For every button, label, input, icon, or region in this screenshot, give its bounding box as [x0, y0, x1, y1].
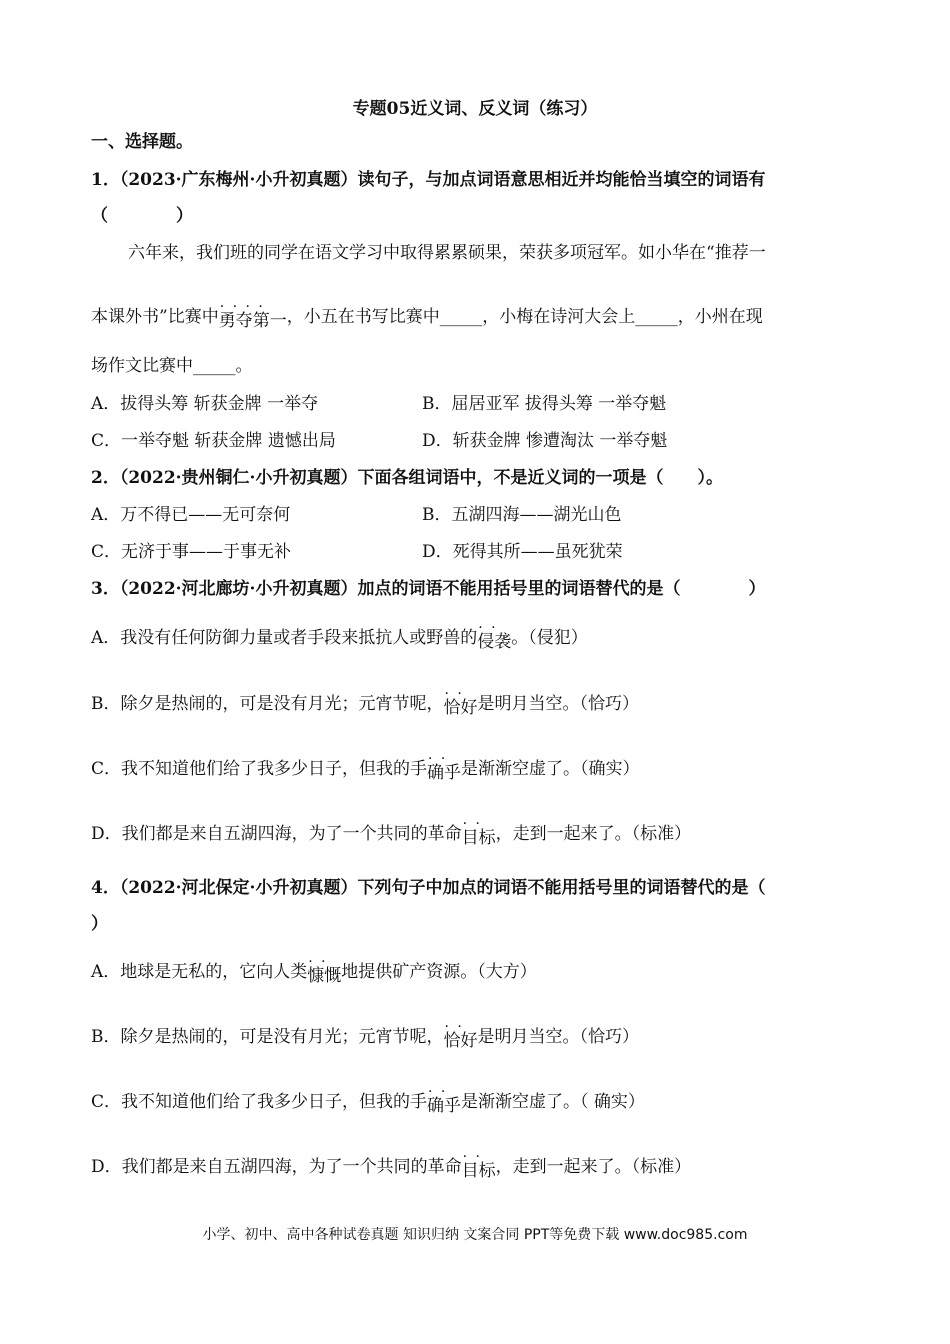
q3-option-c: C．我不知道他们给了我多少日子，但我的手· · 确乎是渐渐空虚了。（确实）: [91, 757, 640, 785]
q4-option-a: A．地球是无私的，它向人类· · 慷慨地提供矿产资源。（大方）: [91, 960, 537, 988]
q3-a-emphasis-word: · · 侵袭: [477, 630, 511, 654]
q4-option-b: B．除夕是热闹的，可是没有月光；元宵节呢，· · 恰好是明月当空。（恰巧）: [91, 1025, 639, 1053]
q2-option-b: B．五湖四海——湖光山色: [422, 505, 622, 525]
section-heading: 一、选择题。: [91, 132, 193, 152]
q3-c-emphasis-word: · · 确乎: [427, 761, 461, 785]
q4-a-emphasis-word: · · 慷慨: [307, 964, 341, 988]
q3-d-emphasis-word: · · 目标: [462, 826, 496, 850]
q3-option-a: A．我没有任何防御力量或者手段来抵抗人或野兽的· · 侵袭。（侵犯）: [91, 626, 588, 654]
page-title: 专题05近义词、反义词（练习）: [352, 99, 598, 119]
q1-option-b: B．屈居亚军 拔得头筹 一举夺魁: [422, 394, 667, 414]
q1-option-c: C．一举夺魁 斩获金牌 遗憾出局: [91, 431, 336, 451]
q1-stem: 1．（2023·广东梅州·小升初真题）读句子，与加点词语意思相近并均能恰当填空的词语有: [91, 170, 766, 190]
q3-option-d: D．我们都是来自五湖四海，为了一个共同的革命· · 目标，走到一起来了。（标准）: [91, 822, 691, 850]
q4-stem: 4．（2022·河北保定·小升初真题）下列句子中加点的词语不能用括号里的词语替代的是（: [91, 878, 766, 898]
q1-passage-line1: 六年来，我们班的同学在语文学习中取得累累硕果，荣获多项冠军。如小华在“推荐一: [128, 243, 766, 263]
page-footer: 小学、初中、高中各种试卷真题 知识归纳 文案合同 PPT等免费下载 www.doc985.com: [202, 1227, 748, 1243]
q1-emphasis-word: · · · · 勇夺第一: [219, 309, 287, 333]
q4-b-emphasis-word: · · 恰好: [444, 1029, 478, 1053]
q2-option-a: A．万不得已——无可奈何: [91, 505, 291, 525]
q4-c-emphasis-word: · · 确乎: [427, 1094, 461, 1118]
q3-option-b: B．除夕是热闹的，可是没有月光；元宵节呢，· · 恰好是明月当空。（恰巧）: [91, 692, 639, 720]
q1-option-d: D．斩获金牌 惨遭淘汰 一举夺魁: [422, 431, 668, 451]
q2-option-d: D．死得其所——虽死犹荣: [422, 542, 623, 562]
q1-passage-line2: 本课外书”比赛中· · · · 勇夺第一，小五在书写比赛中_____，小梅在诗河大会上_____，小州在现: [91, 305, 763, 333]
q1-option-a: A．拔得头筹 斩获金牌 一举夺: [91, 394, 319, 414]
q4-option-d: D．我们都是来自五湖四海，为了一个共同的革命· · 目标，走到一起来了。（标准）: [91, 1155, 691, 1183]
q2-option-c: C．无济于事——于事无补: [91, 542, 292, 562]
q1-passage-line3: 场作文比赛中_____。: [91, 356, 253, 376]
q2-stem: 2．（2022·贵州铜仁·小升初真题）下面各组词语中，不是近义词的一项是（ ）。: [91, 468, 723, 488]
q4-d-emphasis-word: · · 目标: [462, 1159, 496, 1183]
q4-option-c: C．我不知道他们给了我多少日子，但我的手· · 确乎是渐渐空虚了。（ 确实）: [91, 1090, 645, 1118]
q3-b-emphasis-word: · · 恰好: [444, 696, 478, 720]
q1-stem-bracket: （ ）: [91, 206, 193, 226]
q4-stem-bracket: ）: [91, 914, 108, 934]
q3-stem: 3．（2022·河北廊坊·小升初真题）加点的词语不能用括号里的词语替代的是（ ）: [91, 579, 766, 599]
